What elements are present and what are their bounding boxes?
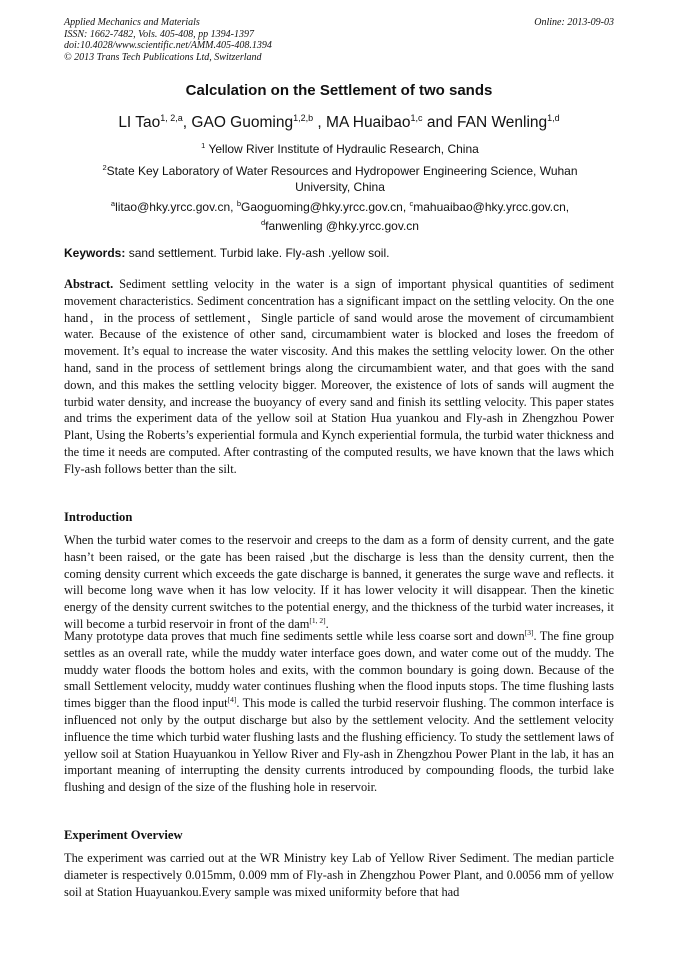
abstract-label: Abstract. <box>64 277 114 291</box>
author-sup: 1,c <box>410 113 423 123</box>
author-separator: , <box>182 114 188 132</box>
abstract-text: Sediment settling velocity in the water is a sign of important physical quantities of sediment movement characteristics. Sediment concentration has a significant impact on the settling velocity. On the one hand，in the process of settlement，Single particle of sand would arose the movement of circumambient water. Because of the existence of other sand, circumambient water is blocked and loses the freedom of movement. It’s equal to increase the water viscosity. And this makes the settling velocity lower. On the other hand, sand in the process of settlement brings along the circumambient water, and that goes with the sand down, and this makes the settling velocity bigger. Moreover, the existence of lots of sands will augment the turbid water density, and increase the buoyancy of every sand and finish its settling velocity. This paper states and trims the experiment data of the yellow soil at Station Hua yuankou and Fly-ash in Zhengzhou Power Plant, Using the Roberts’s experiential formula and Kynch experiential formula, the turbid water thickness and the time it needs are computed. After contrasting of the computed results, we have known that the laws which Fly-ash follows better than the silt. <box>64 277 614 476</box>
section-heading-experiment: Experiment Overview <box>64 828 183 842</box>
paragraph-text: . The fine group settles as an overall rate, while the muddy water interface goes down, and water come out of the muddy. The muddy water floods the bottom holes and exits, with the common boundary is going down. Because of the small Settlement velocity, muddy water continues flushing when the flood inputs stops. The time flushing lasts times bigger than the flood input <box>64 629 615 711</box>
author-sup: 1, 2,a <box>160 113 183 123</box>
paragraph-text: When the turbid water comes to the reservoir and creeps to the dam as a form of density current, and the gate hasn’t been raised, or the gate has been raised ,but the discharge is less than the density current, then the coming density current which exceeds the gate discharge is banned, it generates the surge wave and reflects. it will become long wave when it has low velocity. If it has lower velocity it will disappear. Then the kinetic energy of the density current switches to the potential energy, and the thickness of the turbid water increases, it will become a turbid reservoir in front of the dam <box>64 533 614 631</box>
keywords-label: Keywords: <box>64 246 126 260</box>
email-link[interactable]: fanwenling @hky.yrcc.gov.cn <box>265 219 419 233</box>
experiment-paragraph: The experiment was carried out at the WR Ministry key Lab of Yellow River Sediment. The median particle diameter is respectively 0.015mm, 0.009 mm of Fly-ash in Zhengzhou Power Plant, and 0.0056 mm of yellow soil at Station Huayuankou.Every sample was mixed uniformity before that had <box>64 851 614 899</box>
author-sup: 1,d <box>547 113 560 123</box>
issn-line: ISSN: 1662-7482, Vols. 405-408, pp 1394-1397 <box>64 28 254 40</box>
paragraph-text: . This mode is called the turbid reservoir flushing. The common interface is influenced not only by the output discharge but also by the settlement velocity. And the settlement velocity influence the time which turbid water flushing lasts and the flushing efficiency. To study the settlement laws of yellow soil at Station Huayuankou in Yellow River and Fly-ash in Zhengzhou Power Plant in the lab, it has an important meaning of interrupting the density currents introduced by compounding floods, the turbid lake flushing and design of the size of the flushing hole in reservoir. <box>64 696 614 795</box>
author-separator: , <box>317 114 322 132</box>
email-link[interactable]: litao@hky.yrcc.gov.cn, <box>115 200 237 214</box>
paragraph-text: Many prototype data proves that much fine sediments settle while less coarse sort and down <box>64 629 525 643</box>
doi-line: doi:10.4028/www.scientific.net/AMM.405-408.1394 <box>64 40 272 51</box>
author-name: FAN Wenling <box>457 114 548 132</box>
author-name: LI Tao <box>118 114 161 132</box>
affiliation-text: State Key Laboratory of Water Resources and Hydropower Engineering Science, Wuhan University, China <box>106 164 578 194</box>
paper-title: Calculation on the Settlement of two sands <box>185 82 493 99</box>
author-list <box>0 113 678 132</box>
citation-ref[interactable]: [1, 2] <box>309 615 326 625</box>
email-link[interactable]: mahuaibao@hky.yrcc.gov.cn, <box>413 200 570 214</box>
email-sup: a <box>110 199 116 208</box>
email-sup: b <box>236 199 242 208</box>
keywords-line <box>64 246 389 260</box>
affiliation-1 <box>80 138 600 157</box>
affiliation-text: Yellow River Institute of Hydraulic Research, China <box>208 142 479 156</box>
citation-ref[interactable]: [4] <box>227 695 237 705</box>
author-name: MA Huaibao <box>326 114 411 132</box>
author-sup: 1,2,b <box>293 113 314 123</box>
paragraph-text: . <box>325 616 329 631</box>
online-date: Online: 2013-09-03 <box>534 17 614 28</box>
journal-header <box>64 17 272 63</box>
email-link[interactable]: Gaoguoming@hky.yrcc.gov.cn, <box>241 200 410 214</box>
journal-name: Applied Mechanics and Materials <box>64 17 200 28</box>
affiliation-sup: 1 <box>201 141 206 150</box>
author-separator: and <box>422 114 457 132</box>
abstract-paragraph <box>64 276 614 478</box>
introduction-paragraph-1 <box>64 532 614 633</box>
section-heading-introduction: Introduction <box>64 510 133 524</box>
email-list <box>80 196 600 234</box>
email-sup: d <box>261 218 266 227</box>
introduction-paragraph-2 <box>64 628 614 796</box>
copyright-line: © 2013 Trans Tech Publications Ltd, Switzerland <box>64 51 262 63</box>
affiliation-sup: 2 <box>102 163 107 172</box>
keywords-text: sand settlement. Turbid lake. Fly-ash .yellow soil. <box>125 246 390 260</box>
citation-ref[interactable]: [3] <box>524 627 534 637</box>
author-name: GAO Guoming <box>191 114 294 132</box>
email-sup: c <box>409 199 414 208</box>
affiliation-2 <box>80 160 600 195</box>
